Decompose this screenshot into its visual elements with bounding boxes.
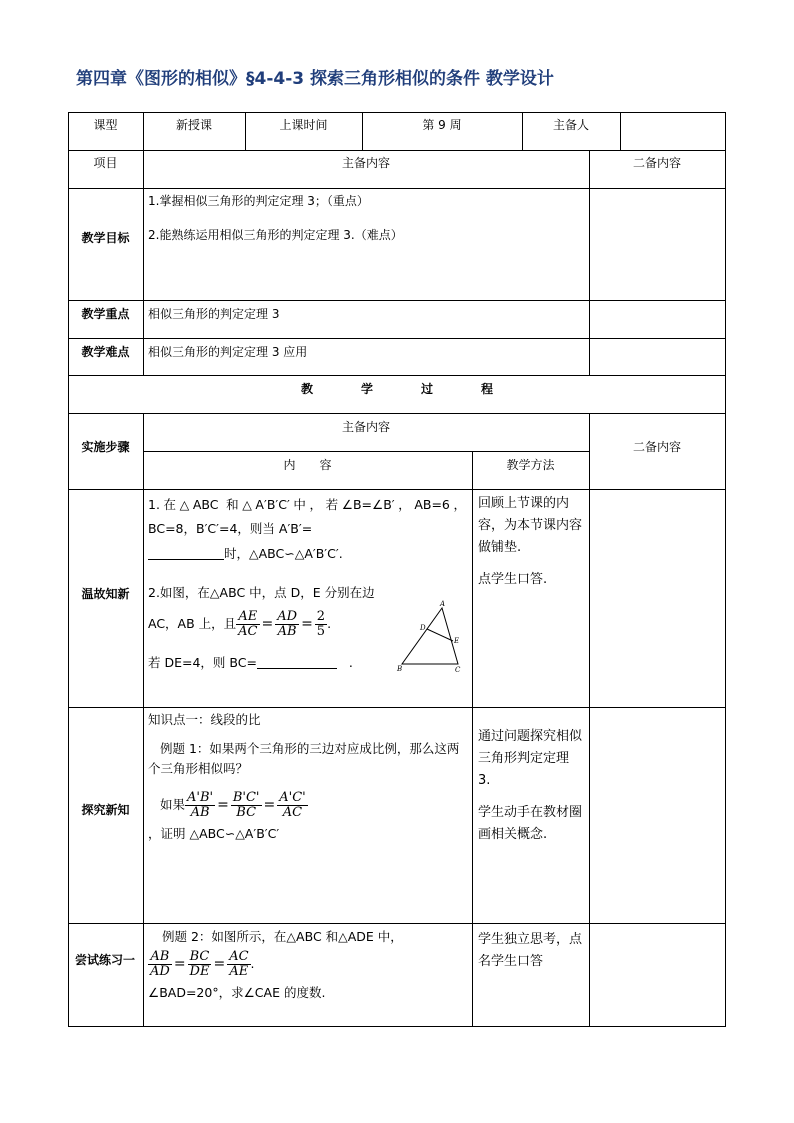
triangle-figure (392, 598, 466, 674)
process-second-header: 二备内容 (632, 440, 681, 454)
example-2: 例题 2：如图所示，在△ABC 和△ADE 中， (162, 929, 403, 944)
objective-2: 2.能熟练运用相似三角形的判定定理 3.（难点） (148, 228, 403, 243)
review-q1-tail: 时，△ABC∽△A′B′C′. (224, 545, 343, 561)
preparer-label: 主备人 (552, 118, 589, 132)
review-label: 温故知新 (81, 587, 130, 601)
fraction-b1c1-bc: $\frac{B'C'}{BC}$ (232, 789, 260, 821)
if-word: 如果 (160, 797, 186, 813)
answer-blank[interactable] (148, 547, 224, 560)
key-point-value: 相似三角形的判定定理 3 (148, 307, 280, 321)
vertex-label-b: B (397, 665, 403, 673)
fraction-ab-ad: $\frac{AB}{AD}$ (150, 948, 170, 980)
review-q2-line3: 若 DE=4，则 BC= . (148, 655, 353, 671)
vertex-label-a: A (440, 600, 446, 608)
review-q2-ratio: AC，AB 上，且 $\frac{AE}{AC}$ = $\frac{AD}{AB}$ = $\frac{2}{5}$ . (148, 608, 332, 640)
fraction-bc-de: $\frac{BC}{DE}$ (189, 948, 210, 980)
process-title-char: 程 (481, 382, 494, 396)
explore-method-1: 通过问题探究相似三角形判定定理 3. (478, 729, 583, 789)
document-title: 第四章《图形的相似》§4-4-3 探索三角形相似的条件 教学设计 (76, 69, 554, 89)
fraction-ae-ac: $\frac{AE}{AC}$ (238, 608, 258, 640)
difficulty-label: 教学难点 (81, 345, 130, 359)
practice-proportion: $\frac{AB}{AD}$ = $\frac{BC}{DE}$ = $\frac{AC}{AE}$ . (150, 948, 255, 980)
fraction-ac-ae: $\frac{AC}{AE}$ (229, 948, 249, 980)
content-column-header: 内 容 (283, 458, 332, 472)
practice-content (148, 929, 466, 1002)
review-question-2 (148, 585, 398, 672)
steps-label: 实施步骤 (81, 440, 130, 454)
example-1: 例题 1：如果两个三角形的三边对应成比例，那么这两个三角形相似吗？ (148, 740, 460, 776)
review-question-1 (148, 493, 466, 566)
process-title (68, 381, 726, 397)
process-title-char: 教 (300, 382, 313, 396)
vertex-label-d: D (420, 624, 426, 632)
item-column-header: 项目 (93, 156, 118, 170)
review-q2-line1: 2.如图，在△ABC 中，点 D，E 分别在边 (148, 585, 375, 600)
second-column-header: 二备内容 (632, 156, 681, 170)
type-value: 新授课 (175, 118, 212, 132)
fraction-2-5: $\frac{2}{5}$ (316, 608, 326, 640)
objectives-label: 教学目标 (81, 231, 130, 245)
review-method-1: 回顾上节课的内容，为本节课内容做铺垫. (478, 496, 583, 556)
fraction-a1b1-ab: $\frac{A'B'}{AB}$ (187, 789, 214, 821)
key-point-label: 教学重点 (81, 307, 130, 321)
vertex-label-e: E (454, 637, 460, 645)
explore-content (148, 712, 466, 844)
process-title-char: 学 (360, 382, 373, 396)
practice-label: 尝试练习一 (74, 953, 135, 967)
practice-method: 学生独立思考，点名学生口答 (478, 932, 583, 970)
difficulty-value: 相似三角形的判定定理 3 应用 (148, 345, 308, 359)
prove-text: ，证明 △ABC∽△A′B′C′ (148, 826, 280, 842)
main-column-header: 主备内容 (341, 156, 390, 170)
angle-text: ∠BAD=20°，求∠CAE 的度数. (148, 985, 326, 1001)
process-title-char: 过 (421, 382, 434, 396)
process-main-header: 主备内容 (341, 420, 390, 434)
vertex-label-c: C (455, 666, 461, 674)
objective-1: 1.掌握相似三角形的判定定理 3；（重点） (148, 194, 369, 208)
fraction-ad-ab: $\frac{AD}{AB}$ (277, 608, 298, 640)
explore-methods (478, 726, 584, 846)
explore-label: 探究新知 (81, 803, 130, 817)
answer-blank[interactable] (257, 656, 337, 669)
method-column-header: 教学方法 (506, 458, 555, 472)
type-label: 课型 (93, 118, 118, 132)
time-value: 第 9 周 (422, 118, 462, 132)
knowledge-point-1: 知识点一：线段的比 (148, 712, 261, 727)
explore-proportion: 如果 $\frac{A'B'}{AB}$ = $\frac{B'C'}{BC}$ = $\frac{A'C'}{AC}$ (160, 789, 306, 821)
review-method-2: 点学生口答. (478, 572, 548, 588)
explore-method-2: 学生动手在教材圈画相关概念. (478, 805, 583, 843)
objectives-content (148, 193, 584, 243)
review-methods (478, 493, 584, 591)
fraction-a1c1-ac: $\frac{A'C'}{AC}$ (279, 789, 306, 821)
time-label: 上课时间 (279, 118, 328, 132)
review-q2-line2: AC，AB 上，且 (148, 616, 237, 632)
review-q1-text: 1.在△ABC 和△A′B′C′中，若∠B=∠B′，AB=6，BC=8，B′C′=4，则当 A′B′= (148, 497, 466, 537)
